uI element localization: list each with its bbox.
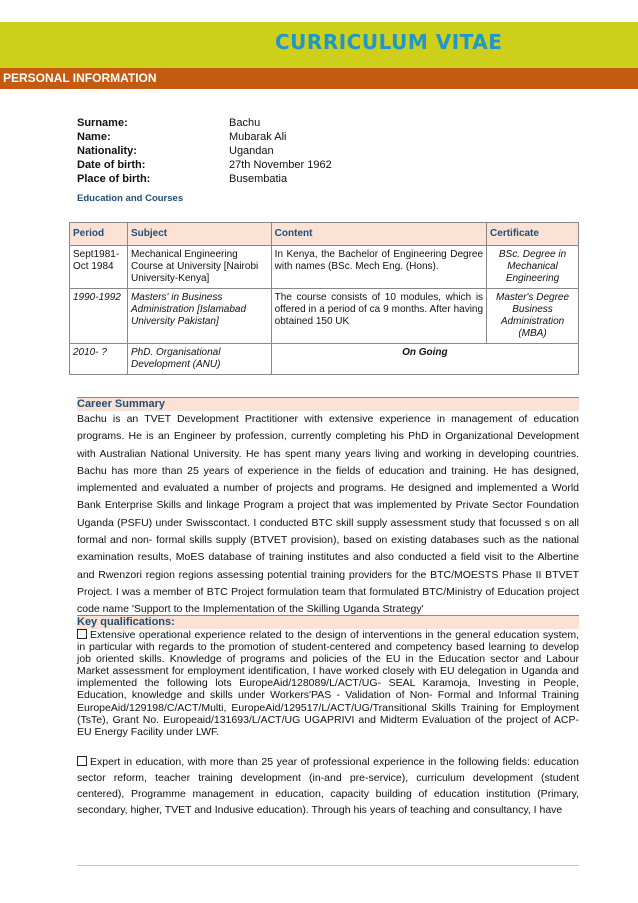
info-label: Nationality: — [77, 145, 137, 157]
footer-divider — [77, 865, 579, 866]
table-row — [70, 246, 579, 289]
key-qualifications-heading: Key qualifications: — [77, 616, 175, 628]
table-row — [70, 344, 579, 375]
info-value: Ugandan — [229, 145, 274, 157]
qualification-item — [77, 754, 579, 818]
column-header: Subject — [127, 223, 271, 246]
info-row-name — [77, 130, 577, 144]
info-label: Date of birth: — [77, 159, 146, 171]
checkbox-icon — [77, 756, 87, 766]
table-cell: On Going — [271, 344, 578, 375]
qualification-text: Extensive operational experience related to the design of interventions in the general education system, in particular with regards to the promotion of student-centered and competency based learning to develop job oriented skills. Knowledge of programs and policies of the EU in the Education sector and Labour Market assessment for employment identification, I have worked closely with EU delegation in Uganda and implemented the following lots EuropeAid/128089/L/ACT/UG- SEAL Karamoja, Investing in People, Education, knowledge and skills under Workers'PAS - Validation of Non- Formal and Informal Training EuropeAid/129198/C/ACT/Multi, EuropeAid/129517/L/ACT/UG/Transitional Skills Training for Employment (TsTe), Grant No. Europeaid/131693/L/ACT/UG UGAPRIVI and Midterm Evaluation of the project of ACP-EU Energy Facility under LWF. — [77, 629, 579, 738]
table-cell: Master's Degree Business Administration (MBA) — [487, 289, 579, 344]
table-cell: 1990-1992 — [70, 289, 128, 344]
document-title: CURRICULUM VITAE — [275, 30, 503, 54]
education-heading: Education and Courses — [77, 193, 184, 204]
column-header: Content — [271, 223, 486, 246]
info-row-nationality — [77, 144, 577, 158]
table-cell: BSc. Degree in Mechanical Engineering — [487, 246, 579, 289]
personal-info-bar — [0, 68, 638, 89]
column-header: Period — [70, 223, 128, 246]
personal-info-list — [77, 116, 577, 186]
table-cell: Masters' in Business Administration [Islamabad University Pakistan] — [127, 289, 271, 344]
info-label: Surname: — [77, 117, 128, 129]
table-row — [70, 289, 579, 344]
personal-info-heading: PERSONAL INFORMATION — [3, 71, 157, 85]
column-header: Certificate — [487, 223, 579, 246]
qualification-text: Expert in education, with more than 25 year of professional experience in the following fields: education sector reform, teacher training development (in-and pre-service), curriculum development (student centered), Programme management in education, capacity building of education institution (Primary, secondary, higher, TVET and Indusive education). Through his years of teaching and consultancy, I have — [77, 756, 579, 816]
career-summary-text: Bachu is an TVET Development Practitioner with extensive experience in management of education programs. He is an Engineer by profession, currently completing his PhD in Organizational Development with Australian National University. He has spent many years living and working in developing countries. Bachu has more than 25 years of experience in the fields of education and training. He has designed, implemented and evaluated a number of projects and programs. He designed and implemented a World Bank Enterprise Skills and linkage Program a project that was implemented by Private Sector Foundation Uganda (PSFU) under Swisscontact. I conducted BTC skill supply assessment study that focussed s on all formal and non- formal skills supply (BTVET provision), based on existing databases such as the national examination results, MoES database of training institutes and also conducted a field visit to the Albertine and Rwenzori region regions assessing potential training providers for the BTC/MOESTS Phase II BTVET Project. I was a member of BTC Project formulation team that formulated BTC/Ministry of Education project code name 'Support to the Implementation of the Skilling Uganda Strategy' — [77, 413, 579, 616]
table-cell: Mechanical Engineering Course at University [Nairobi University-Kenya] — [127, 246, 271, 289]
info-value: Busembatia — [229, 173, 288, 185]
info-row-dob — [77, 158, 577, 172]
career-summary-heading: Career Summary — [77, 398, 166, 410]
table-cell: Sept1981-Oct 1984 — [70, 246, 128, 289]
info-value: 27th November 1962 — [229, 159, 332, 171]
table-cell: The course consists of 10 modules, which is offered in a period of ca 9 months. After having obtained 150 UK — [271, 289, 486, 344]
info-value: Mubarak Ali — [229, 131, 287, 143]
info-label: Name: — [77, 131, 111, 143]
education-table — [69, 222, 579, 375]
info-value: Bachu — [229, 117, 261, 129]
key-qualifications-header — [77, 615, 579, 629]
career-summary-header — [77, 397, 579, 411]
checkbox-icon — [77, 629, 87, 639]
table-cell: In Kenya, the Bachelor of Engineering Degree with names (BSc. Mech Eng. (Hons). — [271, 246, 486, 289]
table-cell: PhD. Organisational Development (ANU) — [127, 344, 271, 375]
table-cell: 2010- ? — [70, 344, 128, 375]
qualification-item — [77, 629, 579, 738]
info-label: Place of birth: — [77, 173, 151, 185]
table-header-row — [70, 223, 579, 246]
info-row-surname — [77, 116, 577, 130]
info-row-pob — [77, 172, 577, 186]
